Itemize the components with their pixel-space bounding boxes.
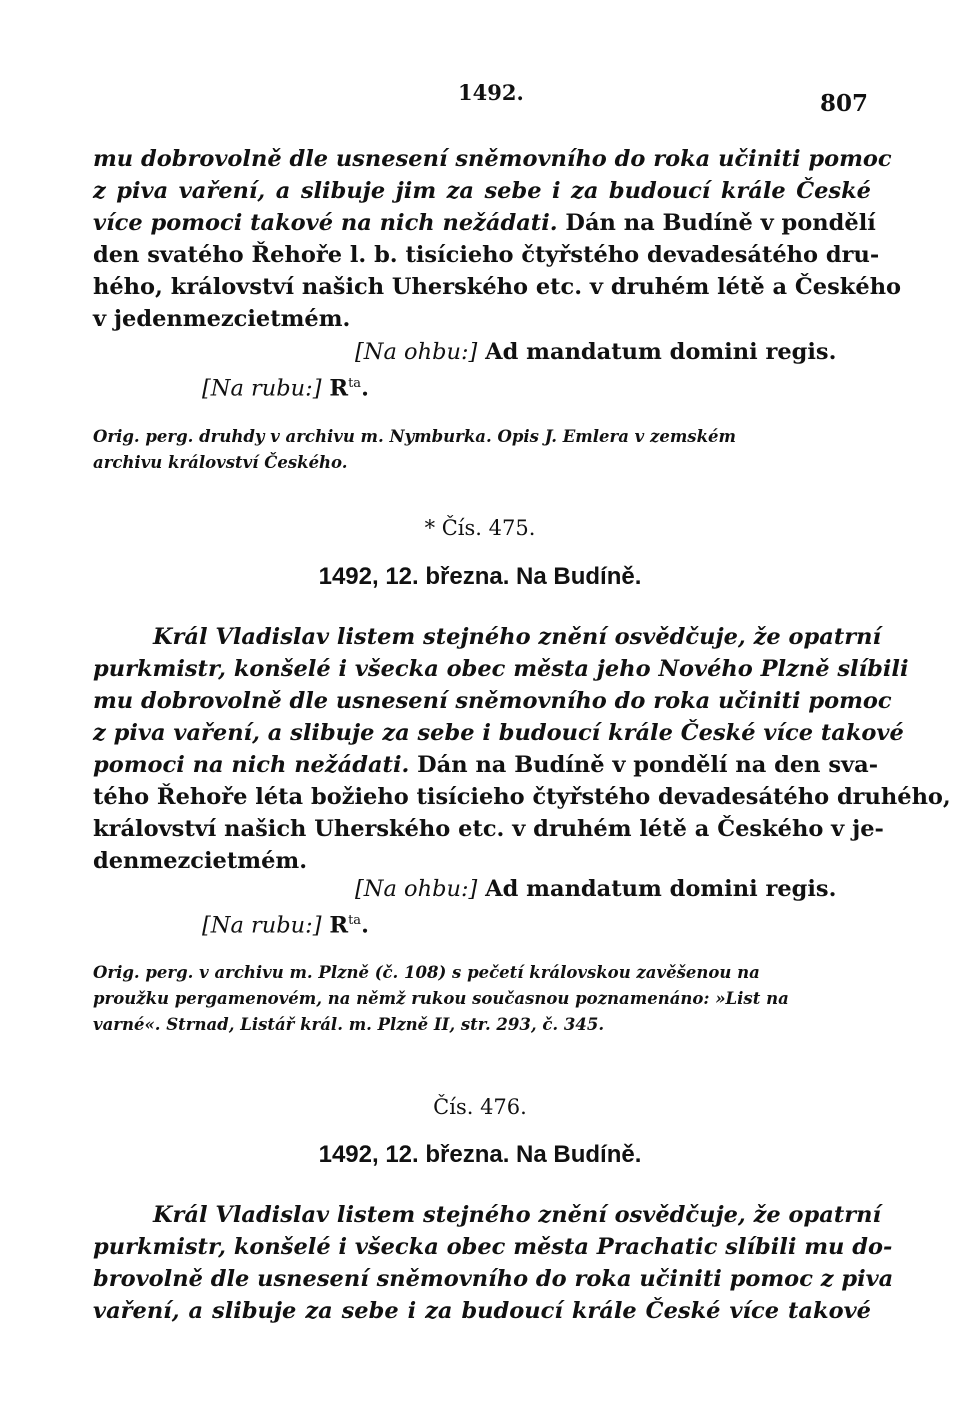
fold-note — [355, 873, 875, 905]
text-line: purkmistr, konšelé i všecka obec města jeho Nového Plzně slíbili — [93, 656, 909, 682]
note-line: archivu království Českého. — [93, 453, 348, 472]
rubric-text: R — [321, 912, 349, 939]
document-number: Čís. 476. — [433, 1095, 527, 1119]
text-line: v jedenmezcietmém. — [93, 306, 351, 332]
fold-text: Ad mandatum domini regis. — [477, 876, 837, 902]
note-line: Orig. perg. druhdy v archivu m. Nymburka. Opis J. Emlera v zemském — [93, 427, 736, 446]
text-line — [93, 749, 879, 781]
document-dateline: 1492, 12. března. Na Budíně. — [318, 563, 642, 590]
document-number: * Čís. 475. — [424, 516, 536, 540]
continuation-paragraph — [93, 143, 902, 335]
fold-text: Ad mandatum domini regis. — [477, 339, 837, 365]
text-line: brovolně dle usnesení sněmovního do roka učiniti pomoc z piva — [93, 1266, 894, 1292]
document-paragraph — [93, 1199, 894, 1327]
running-header-year: 1492. — [458, 80, 524, 105]
source-note — [93, 960, 871, 1038]
text-line: z piva vaření, a slibuje jim za sebe i za budoucí krále České — [93, 178, 871, 204]
document-dateline: 1492, 12. března. Na Budíně. — [318, 1141, 642, 1168]
rubric-label: [Na rubu:] — [202, 375, 322, 402]
text-line: království našich Uherského etc. v druhém létě a Českého v je- — [93, 816, 884, 842]
rubric-note — [202, 368, 602, 405]
fold-label: [Na ohbu:] — [355, 876, 478, 902]
rubric-text: R — [321, 375, 349, 402]
text-line: hého, království našich Uherského etc. v druhém létě a Českého — [93, 274, 902, 300]
fold-label: [Na ohbu:] — [355, 339, 478, 365]
rubric-label: [Na rubu:] — [202, 912, 322, 939]
rubric-note — [202, 905, 602, 942]
text-line: mu dobrovolně dle usnesení sněmovního do roka učiniti pomoc — [93, 146, 892, 172]
text-roman: Dán na Budíně v pondělí — [557, 210, 876, 236]
fold-note — [355, 336, 875, 368]
text-line: mu dobrovolně dle usnesení sněmovního do roka učiniti pomoc — [93, 688, 892, 714]
text-line: Král Vladislav listem stejného znění osvědčuje, že opatrní — [153, 1202, 881, 1228]
rubric-sup: ta — [348, 913, 362, 928]
note-line: Orig. perg. v archivu m. Plzně (č. 108) s pečetí královskou zavěšenou na — [93, 963, 760, 982]
note-line: proužku pergamenovém, na němž rukou současnou poznamenáno: »List na — [93, 989, 789, 1008]
rubric-sup: ta — [348, 376, 362, 391]
rubric-end: . — [361, 912, 369, 939]
text-line — [93, 207, 876, 239]
text-italic: pomoci na nich nežádati. — [93, 752, 410, 778]
text-line: z piva vaření, a slibuje za sebe i budoucí krále České více takové — [93, 720, 904, 746]
text-line: purkmistr, konšelé i všecka obec města Prachatic slíbili mu do- — [93, 1234, 893, 1260]
rubric-end: . — [361, 375, 369, 402]
document-paragraph — [93, 621, 951, 877]
text-line: tého Řehoře léta božieho tisícieho čtyřstého devadesátého druhého, — [93, 784, 951, 810]
source-note — [93, 424, 871, 476]
page-number: 807 — [820, 90, 869, 117]
text-line: Král Vladislav listem stejného znění osvědčuje, že opatrní — [153, 624, 881, 650]
text-roman: Dán na Budíně v pondělí na den sva- — [409, 752, 879, 778]
text-italic: více pomoci takové na nich nežádati. — [93, 210, 558, 236]
text-line: den svatého Řehoře l. b. tisícieho čtyřstého devadesátého dru- — [93, 242, 880, 268]
text-line: denmezcietmém. — [93, 848, 308, 874]
note-line: varné«. Strnad, Listář král. m. Plzně II, str. 293, č. 345. — [93, 1015, 605, 1034]
text-line: vaření, a slibuje za sebe i za budoucí krále České více takové — [93, 1298, 871, 1324]
